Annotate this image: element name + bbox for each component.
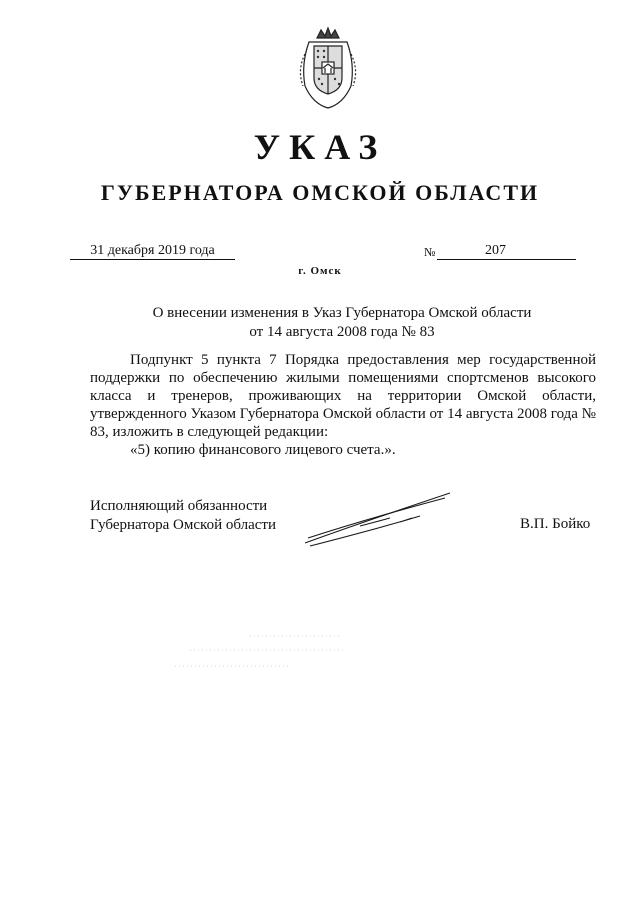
document-number: 207 bbox=[437, 242, 576, 260]
position-line-1: Исполняющий обязанности bbox=[90, 498, 268, 514]
body-paragraph: Подпункт 5 пункта 7 Порядка предоставления мер государственной поддержки по обеспечению жилыми помещениями спортсменов высокого класса и тренеров, проживающих на территории Омской области, утвержденного Указом Губернатора Омской области от 14 августа 2008 года № 83, изложить в следующей редакции: bbox=[90, 352, 596, 440]
subject-line-2: от 14 августа 2008 года № 83 bbox=[249, 324, 435, 340]
coat-of-arms-icon bbox=[295, 24, 361, 110]
signatory-position bbox=[90, 497, 276, 535]
body-paragraph-quote: «5) копию финансового лицевого счета.». bbox=[130, 442, 396, 458]
signature-icon bbox=[300, 488, 460, 548]
document-subtitle: ГУБЕРНАТОРА ОМСКОЙ ОБЛАСТИ bbox=[100, 180, 540, 205]
document-body bbox=[90, 351, 596, 459]
subject-line-1: О внесении изменения в Указ Губернатора Омской области bbox=[152, 305, 532, 321]
signatory-name: В.П. Бойко bbox=[520, 516, 591, 532]
document-subject bbox=[100, 304, 584, 342]
document-title: УКАЗ bbox=[253, 127, 387, 167]
position-line-2: Губернатора Омской области bbox=[90, 517, 276, 533]
number-label: № bbox=[424, 245, 436, 259]
city-label: г. Омск bbox=[298, 265, 342, 277]
faded-stamp-icon bbox=[170, 628, 360, 678]
document-date: 31 декабря 2019 года bbox=[70, 242, 235, 260]
